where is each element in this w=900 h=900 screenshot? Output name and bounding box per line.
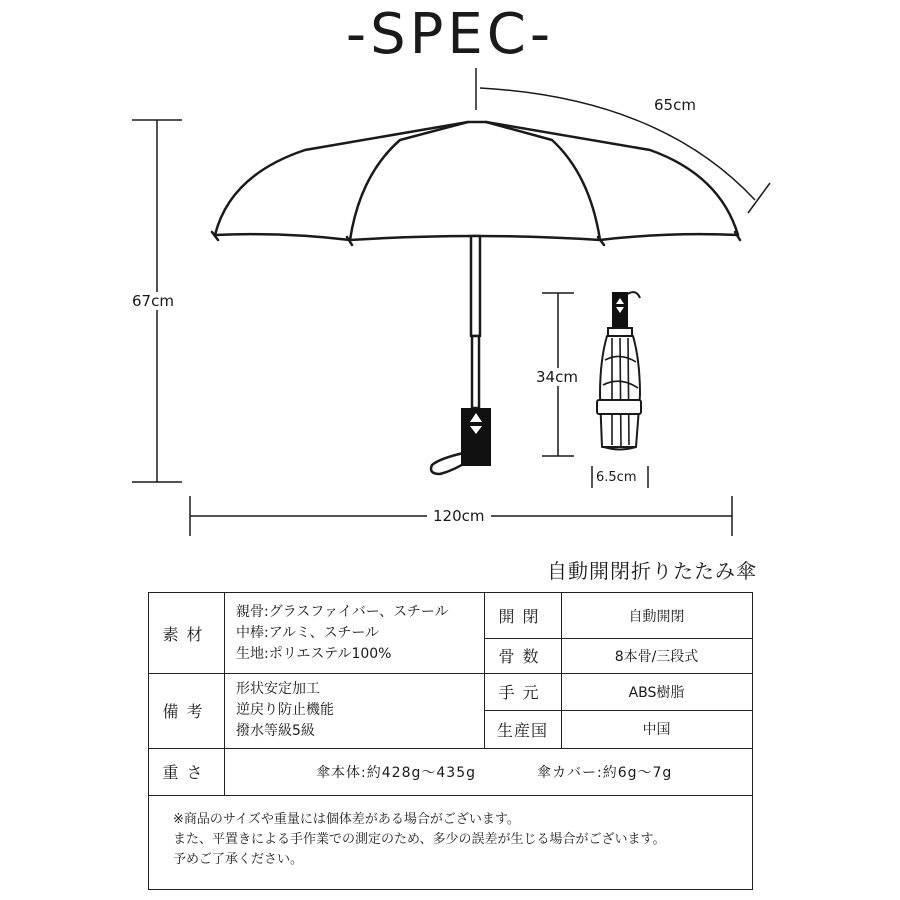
folded-length-label: 34cm <box>536 368 578 386</box>
folded-width-label: 6.5cm <box>596 470 637 485</box>
disclaimer-line: 予めご了承ください。 <box>173 852 304 867</box>
shaft-upper <box>471 236 480 336</box>
handle-label: 手元 <box>498 683 547 702</box>
width-open-label: 120cm <box>427 507 491 525</box>
canopy-length-dimension <box>476 68 770 213</box>
canopy-outline <box>215 122 738 235</box>
notes-label: 備考 <box>162 702 211 721</box>
origin-value: 中国 <box>642 722 671 738</box>
notes-line: 撥水等級5級 <box>236 723 315 739</box>
spec-table <box>148 592 753 890</box>
notes-values <box>226 673 484 748</box>
weight-body-value: 傘本体:約428g〜435g <box>316 764 476 781</box>
folded-umbrella-drawing <box>597 292 641 450</box>
notes-line: 逆戻り防止機能 <box>236 702 334 718</box>
material-values <box>226 593 484 673</box>
handle-value: ABS樹脂 <box>628 684 685 701</box>
disclaimer <box>149 796 752 889</box>
material-line: 中棒:アルミ、スチール <box>236 624 380 641</box>
material-line: 親骨:グラスファイバー、スチール <box>236 603 449 620</box>
disclaimer-line: また、平置きによる手作業での測定のため、多少の誤差が生じる場合がございます。 <box>173 832 666 847</box>
material-line: 生地:ポリエステル100% <box>236 645 392 662</box>
canopy-length-label: 65cm <box>654 96 696 114</box>
notes-line: 形状安定加工 <box>236 681 320 697</box>
disclaimer-line: ※商品のサイズや重量には個体差がある場合がございます。 <box>173 812 520 827</box>
ribs-value: 8本骨/三段式 <box>614 648 699 665</box>
weight-label: 重さ <box>162 763 211 782</box>
origin-label: 生産国 <box>496 720 548 740</box>
height-open-label: 67cm <box>132 292 174 310</box>
page-title: -SPEC- <box>345 2 555 67</box>
product-name: 自動開閉折りたたみ傘 <box>547 559 757 583</box>
weight-cover-value: 傘カバー:約6g〜7g <box>537 764 673 781</box>
open-close-label: 開閉 <box>498 607 547 626</box>
ribs-label: 骨数 <box>498 647 547 666</box>
shaft-lower <box>472 336 479 408</box>
open-close-value: 自動開閉 <box>628 608 685 625</box>
material-label: 素材 <box>162 624 211 644</box>
